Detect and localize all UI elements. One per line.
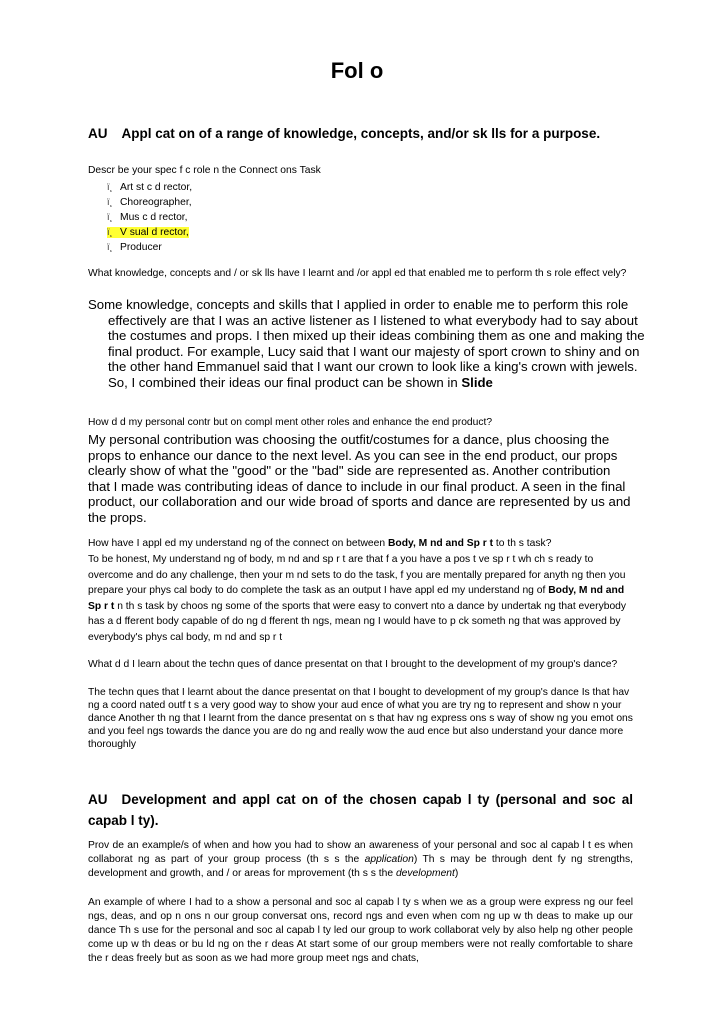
- contribution-question: How d d my personal contr but on compl ment other roles and enhance the end product?: [88, 417, 493, 428]
- bullet-icon: ï¸: [107, 242, 113, 252]
- contribution-answer: My personal contribution was choosing the outfit/costumes for a dance, plus choosing the props to enhance our dance to the next level. As you can see in the end product, our props clearly show of what the "good" or the "bad" side are represented as. Another contribution that I made was contributing ideas of dance to include in our final product. A seen in the final product, our collaboration and our wide broad of sports and dance are represented by us and the props.: [88, 432, 631, 525]
- body-mind-spirit-question: How have I appl ed my understand ng of the connect on between Body, M nd and Sp r t to th s task?: [88, 538, 552, 549]
- role-item-choreographer: ï¸ Choreographer,: [107, 197, 192, 208]
- knowledge-answer: Some knowledge, concepts and skills that I applied in order to enable me to perform this role effectively are that I was an active listener as I listened to what everybody had to say about the costumes and props. I then mixed up their ideas combining them as one and making the final product. For example, Lucy said that I want our majesty of sport crown to shiny and on the other hand Emmanuel said that I want our crown to look like a king's crown with jewels. So, I combined their ideas our final product can be shown in Slide: [88, 297, 645, 390]
- role-item-music-director: ï¸ Mus c d rector,: [107, 212, 188, 223]
- role-item-producer: ï¸ Producer: [107, 242, 162, 253]
- role-list: [107, 180, 192, 255]
- bullet-icon: ï¸: [107, 212, 113, 222]
- techniques-question: What d d I learn about the techn ques of dance presentat on that I brought to the development of my group's dance?: [88, 659, 618, 670]
- capability-answer: An example of where I had to a show a personal and soc al capab l ty s when we as a group were express ng our feel ngs, deas, and op n ons n our group conversat ons, record ngs and even when com ng up w th deas to make up our dance Th s use for the personal and soc al capab l ty led our group to work collaborat vely by also help ng other people come up w th deas or bu ld ng on the r deas At start some of our group members were not really comfortable to share the r deas freely but as soon as we had more group meet ngs and chats,: [88, 897, 633, 964]
- document-title: Fol o: [330, 58, 384, 83]
- body-mind-spirit-answer: To be honest, My understand ng of body, m nd and sp r t are that f a you have a pos t ve sp r t wh ch s ready to overcome and do any challenge, then your m nd sets to do the task, f you are mentally prepared for anyth ng then you prepare your phys cal body to do complete the task as an output I have appl ed my understand ng of Body, M nd and Sp r t n th s task by choos ng some of the sports that were easy to convert nto a dance by undertak ng that everybody has a d fferent body capable of do ng d fferent th ngs, mean ng I would have to p ck someth ng that was approved by everybody's phys cal body, m nd and sp r t: [88, 554, 627, 643]
- knowledge-question: What knowledge, concepts and / or sk lls have I learnt and /or appl ed that enabled me to perform th s role effect vely?: [88, 268, 627, 279]
- section-heading-text: Development and appl cat on of the chosen capab l ty (personal and soc al capab l ty).: [88, 792, 633, 828]
- section-heading-capability: [88, 789, 633, 831]
- bullet-icon: ï¸: [107, 227, 113, 237]
- role-item-artistic-director: ï¸ Art st c d rector,: [107, 182, 193, 193]
- role-item-visual-director: [107, 225, 192, 240]
- bullet-icon: ï¸: [107, 197, 113, 207]
- section-heading-text: Appl cat on of a range of knowledge, concepts, and/or sk lls for a purpose.: [121, 126, 601, 141]
- section-heading-application: [88, 124, 633, 144]
- techniques-answer: The techn ques that I learnt about the dance presentat on that I bought to development of my group's dance Is that hav ng a coord nated outf t s a very good way to show your aud ence of what you are try ng to represent and show n your dance Another th ng that I learnt from the dance presentat on s that hav ng express ons s way of show ng you emot ons and you feel ngs towards the dance you are do ng and really wow the aud ence but also understand your dance more thoroughly: [88, 687, 633, 750]
- section-tag: AU: [88, 792, 108, 807]
- highlighted-role: V sual d rector,: [120, 227, 189, 238]
- section-tag: AU: [88, 126, 108, 141]
- role-question: Descr be your spec f c role n the Connect ons Task: [88, 165, 321, 176]
- bullet-icon: ï¸: [107, 182, 113, 192]
- slide-reference: Slide: [461, 374, 493, 390]
- capability-question: Prov de an example/s of when and how you had to show an awareness of your personal and soc al capab l t es when collaborat ng as part of your group process (th s s the application) Th s may be through dent fy ng strengths, development and growth, and / or areas for mprovement (th s s the development): [88, 840, 633, 879]
